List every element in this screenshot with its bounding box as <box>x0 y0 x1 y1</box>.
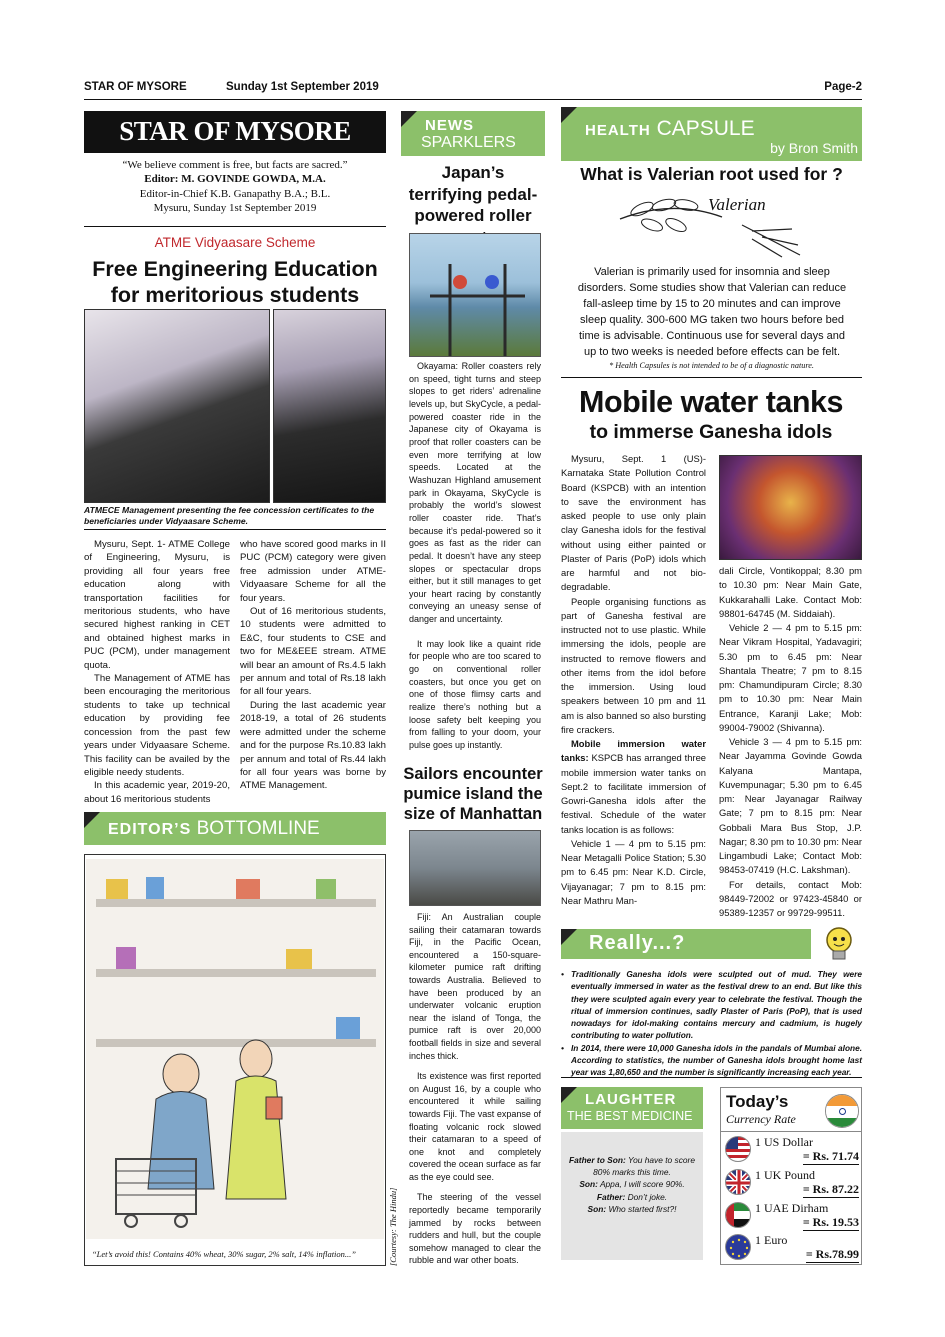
atme-paragraph: The Management of ATME has been encouraging the meritorious students to take up technical education by providing fee concession from the past few years under Vidyaasare Scheme. This facility can be availed by the eligible needy students. <box>84 673 230 778</box>
health-question: What is Valerian root used for ? <box>580 164 843 184</box>
tanks-subhead: Mobile immersion water tanks: <box>561 738 706 764</box>
divider <box>561 377 862 378</box>
atme-photo-left <box>84 309 270 503</box>
atme-paragraph: In this academic year, 2019-20, about 16 meritorious students <box>84 780 230 805</box>
health-banner <box>561 107 862 161</box>
health-label-bold: HEALTH <box>585 122 651 139</box>
divider <box>84 226 386 227</box>
atme-headline-line1: Free Engineering Education <box>92 257 378 281</box>
tanks-vehicle-1: Vehicle 1 — 4 pm to 5.15 pm: Near Metagalli Police Station; 5.30 pm to 6.45 pm: Near K.D. Circle, Vijayanagar; 7 pm to 8.15 pm: Near Mathru Man- <box>561 837 706 906</box>
currency-row-aed <box>721 1200 861 1232</box>
news-story2-body <box>409 911 541 1267</box>
really-item: • In 2014, there were 10,000 Ganesha idols in the pandals of Mumbai alone. According to statistics, the number of Ganesha idols brought home last year was 1,80,650 and the number is significantly increasing each year. <box>561 1042 862 1078</box>
atme-paragraph: Mysuru, Sept. 1- ATME College of Engineering, Mysuru, is providing all four years free education along with transportation facilities for meritorious students, who have secured highest ranking in CET and obtained highest marks in PUC (PCM), under management quota. <box>84 539 230 671</box>
valerian-label: Valerian <box>708 195 766 214</box>
currency-row-usd <box>721 1134 861 1166</box>
really-item: • Traditionally Ganesha idols were sculpted out of mud. They were eventually immersed in water as the festival drew to an end. But like this they were sculpted again every year to celebrate the festival. Though the ritual of immersion continues, sadly Plaster of Paris (PoP), that is used nowadays for idol-making contains mercury and cadmium, is hugely contributing to water pollution. <box>561 969 862 1041</box>
currency-value: = Rs. 87.22 <box>802 1182 859 1196</box>
news-paragraph: Its existence was first reported on August 16, by a couple who encountered it while sailing towards Fiji. The vast expanse of floating volcanic rock slowed their catamaran to a speed of one knot and completely covered the ocean surface as far as the eye could see. <box>409 1071 541 1182</box>
currency-divider <box>721 1131 861 1132</box>
masthead-editor: Editor: M. GOVINDE GOWDA, M.A. <box>144 173 326 186</box>
news-paragraph: Fiji: An Australian couple sailing their catamaran towards Fiji, in the Pacific Ocean, encountered a 150-square-kilometer pumice raft drifting towards Australia. Believed to have been produced by an underwater volcanic eruption near the island of Tonga, the pumice raft is over 20,000 football fields in size and several inches thick. <box>409 912 541 1061</box>
laughter-label-bold: LAUGHTER <box>585 1091 677 1108</box>
currency-name: 1 UK Pound <box>755 1168 816 1182</box>
atme-headline <box>84 256 386 308</box>
header-page-number: Page-2 <box>824 81 862 93</box>
health-label-text: CAPSULE <box>656 117 755 140</box>
news-story1-photo <box>409 233 541 357</box>
roller-coaster-drawing <box>410 234 540 356</box>
laughter-banner <box>561 1087 703 1129</box>
news-label-bold: NEWS <box>425 117 474 134</box>
masthead-info <box>84 158 386 216</box>
news-story2-headline: Sailors encounter pumice island the size of Manhattan <box>403 765 543 823</box>
news-story1-body <box>409 360 541 752</box>
really-banner <box>561 929 811 959</box>
atme-photo-caption: ATMECE Management presenting the fee concession certificates to the beneficiaries under Vidyaasare Scheme. <box>84 505 386 530</box>
banner-corner <box>401 111 417 127</box>
lightbulb-icon <box>818 922 860 964</box>
tanks-paragraph: People organising functions as part of Ganesha festival are instructed not to use plastic. While immersing the idols, people are instructed to remove flowers and other items from the idol before the immersion. Using loud speakers between 10 pm and 11 am is also banned so also bursting fire crackers. <box>561 595 706 735</box>
laughter-box <box>561 1132 703 1260</box>
masthead-dateline: Mysuru, Sunday 1st September 2019 <box>153 202 317 215</box>
divider <box>561 1077 862 1078</box>
header-date: Sunday 1st September 2019 <box>226 81 379 93</box>
tanks-paragraph: Mysuru, Sept. 1 (US)- Karnataka State Pollution Control Board (KSPCB) with an intention to save the environment has asked people to use only plain clay Ganesha idols for the festival without using either painted or Plaster of Paris (PoP) idols which are harmful and not bio-degradable. <box>561 453 706 593</box>
currency-value: = Rs. 19.53 <box>802 1215 859 1229</box>
really-list <box>561 968 862 1079</box>
atme-column-2 <box>240 538 386 793</box>
masthead-title: STAR OF MYSORE <box>119 116 351 146</box>
valerian-sketch <box>612 189 808 261</box>
ganesha-photo <box>719 455 862 560</box>
really-label: Really...? <box>589 932 686 954</box>
atme-photo-right <box>273 309 386 503</box>
currency-box <box>720 1087 862 1265</box>
atme-headline-line2: for meritorious students <box>110 283 360 307</box>
atme-paragraph: who have scored good marks in II PUC (PCM) category were given free admission under ATME-Vidyaasare Scheme for all the four years. <box>240 539 386 604</box>
atme-column-1 <box>84 538 230 806</box>
atme-paragraph: Out of 16 meritorious students, 10 students were admitted to E&C, four students to CSE and two for ME&EEE stream. ATME will bear an amount of Rs.4.5 lakh per annum and total of Rs.18 lakh for all four years. <box>240 606 386 698</box>
currency-subtitle: Currency Rate <box>726 1112 796 1126</box>
currency-row-gbp <box>721 1167 861 1199</box>
health-label <box>585 117 755 141</box>
tanks-column-2 <box>719 564 862 920</box>
news-story1-headline: Japan’s terrifying pedal-powered roller <box>408 163 538 225</box>
cartoon-illustration <box>86 859 384 1239</box>
uk-flag-icon <box>725 1169 751 1195</box>
tanks-headline <box>556 384 866 444</box>
tanks-column-1 <box>561 452 706 908</box>
health-byline: by Bron Smith <box>770 140 858 156</box>
news-paragraph: It may look like a quaint ride for people who are too scared to go on conventional roller coasters, but once you get on one of those flimsy carts and realize there’s nothing but a loose safety belt keeping you from falling to your doom, your pulse goes up instantly. <box>409 638 541 751</box>
cartoon-frame <box>84 854 386 1266</box>
laughter-line: Son: Appa, I will score 90%. <box>579 1179 685 1190</box>
banner-corner <box>561 1087 577 1103</box>
banner-corner <box>84 812 100 828</box>
banner-corner <box>561 929 577 945</box>
currency-row-eur <box>721 1232 861 1264</box>
uae-flag-icon <box>725 1202 751 1228</box>
tanks-headline-line1: Mobile water tanks <box>579 385 843 419</box>
laughter-line: Father: Don’t joke. <box>596 1191 668 1202</box>
tanks-vehicle-3: Vehicle 3 — 4 pm to 5.15 pm: Near Jayamma Govinde Gowda Kalyana Mantapa, Kuvempunagar; 5.30 pm to 6.45 pm: Near Jayanagar Railway Gate; 7 pm to 8.15 pm: Near Gobbali Mara Bus Stop, J.P. Nagar; 8.30 pm to 10.30 pm: Near Lingambudi Lake; Contact Mob: 98453-07419 (H.C. Lakshman). <box>719 736 862 876</box>
health-body: Valerian is primarily used for insomnia and sleep disorders. Some studies show that Valerian can reduce fall-asleep time by 15 to 20 minutes and can improve sleep quality. 300-600 MG taken two hours before bed time is advisable. Continuous use for several days and up to two weeks is needed before effects can be felt. <box>577 266 847 358</box>
eu-flag-icon <box>725 1234 751 1260</box>
currency-title: Today’s <box>726 1092 789 1111</box>
currency-value: = Rs. 71.74 <box>802 1149 859 1163</box>
tanks-headline-line2: to immerse Ganesha idols <box>589 421 833 443</box>
header-paper-name: STAR OF MYSORE <box>84 81 187 93</box>
masthead-motto: “We believe comment is free, but facts are sacred.” <box>122 159 348 171</box>
masthead-editor-in-chief: Editor-in-Chief K.B. Ganapathy B.A.; B.L. <box>139 187 331 200</box>
bottomline-label-text: BOTTOMLINE <box>196 818 320 839</box>
health-disclaimer: * Health Capsules is not intended to be of a diagnostic nature. <box>609 361 814 370</box>
bottomline-label-bold: EDITOR’S <box>108 821 192 838</box>
atme-kicker: ATME Vidyaasare Scheme <box>154 235 316 250</box>
tanks-paragraph: dali Circle, Vontikoppal; 8.30 pm to 10.30 pm: Near Main Gate, Kukkarahalli Lake. Contact Mob: 98801-64745 (M. Siddaiah). <box>719 565 862 619</box>
tanks-vehicle-2: Vehicle 2 — 4 pm to 5.15 pm: Near Vikram Hospital, Yadavagiri; 5.30 pm to 6.45 pm: Near Shantala Theatre; 7 pm to 8.15 pm: Chamundipuram Circle; 8.30 pm to 10.30 pm: Near Main Entrance, Karanji Lake; Mob: 99004-79002 (Shivanna). <box>719 622 862 733</box>
laughter-line: Son: Who started first?! <box>587 1203 677 1214</box>
news-paragraph: The steering of the vessel reportedly became temporarily jammed by rocks between rudders and hull, but the couple somehow managed to clear the rubble and war other boats. <box>409 1192 541 1266</box>
currency-name: 1 UAE Dirham <box>755 1201 829 1215</box>
news-banner <box>401 111 545 156</box>
news-paragraph: Okayama: Roller coasters rely on speed, tight turns and steep slopes to get riders’ adrenaline levels up, but SkyCycle, a pedal-powered coaster ride in the Japanese city of Okayama is proof that roller coasters can be even more terrifying at low speeds. Located at the Washuzan Highland amusement park in Okayama, SkyCycle is probably the world’s slowest roller coaster ride. That’s because it’s pedal-powered so it goes as fast as the rider can pedal. It doesn’t have any steep slopes or spectacular drops either, but it still manages to get your heart racing by constantly conveying an uneasy sense of danger and uncertainty. <box>409 361 541 625</box>
currency-name: 1 Euro <box>755 1233 788 1247</box>
cartoon-caption: “Let’s avoid this! Contains 40% wheat, 30% sugar, 2% salt, 14% inflation...” <box>91 1249 357 1259</box>
usa-flag-icon <box>725 1136 751 1162</box>
running-header <box>84 80 862 100</box>
tanks-contact: For details, contact Mob: 98449-72002 or 97423-45840 or 95389-12357 or 99729-99511. <box>719 878 862 918</box>
laughter-line: Father to Son: You have to score 80% marks this time. <box>569 1155 695 1178</box>
tanks-subhead-text: KSPCB has arranged three mobile immersion water tanks on Sept.2 to facilitate immersion of Gowri-Ganesha idols after the festival. Schedule of the water tanks location is as follows: <box>561 752 707 835</box>
laughter-label: THE BEST MEDICINE <box>567 1109 693 1123</box>
news-label: SPARKLERS <box>421 134 516 151</box>
banner-corner <box>561 107 577 123</box>
currency-name: 1 US Dollar <box>755 1135 813 1149</box>
news-story2-photo <box>409 830 541 906</box>
currency-value: = Rs.78.99 <box>805 1247 859 1261</box>
india-flag-icon <box>825 1094 859 1128</box>
bottomline-label <box>108 818 320 840</box>
tanks-paragraph <box>561 737 706 837</box>
masthead-banner <box>84 111 386 153</box>
bottomline-banner <box>84 812 386 845</box>
cartoon-courtesy: [Courtesy: The Hindu] <box>388 1187 398 1266</box>
atme-paragraph: During the last academic year 2018-19, a total of 26 students were admitted under the scheme and for the purpose Rs.10.83 lakh per annum and total of Rs.44 lakh for all four years was borne by ATME Management. <box>240 699 386 792</box>
